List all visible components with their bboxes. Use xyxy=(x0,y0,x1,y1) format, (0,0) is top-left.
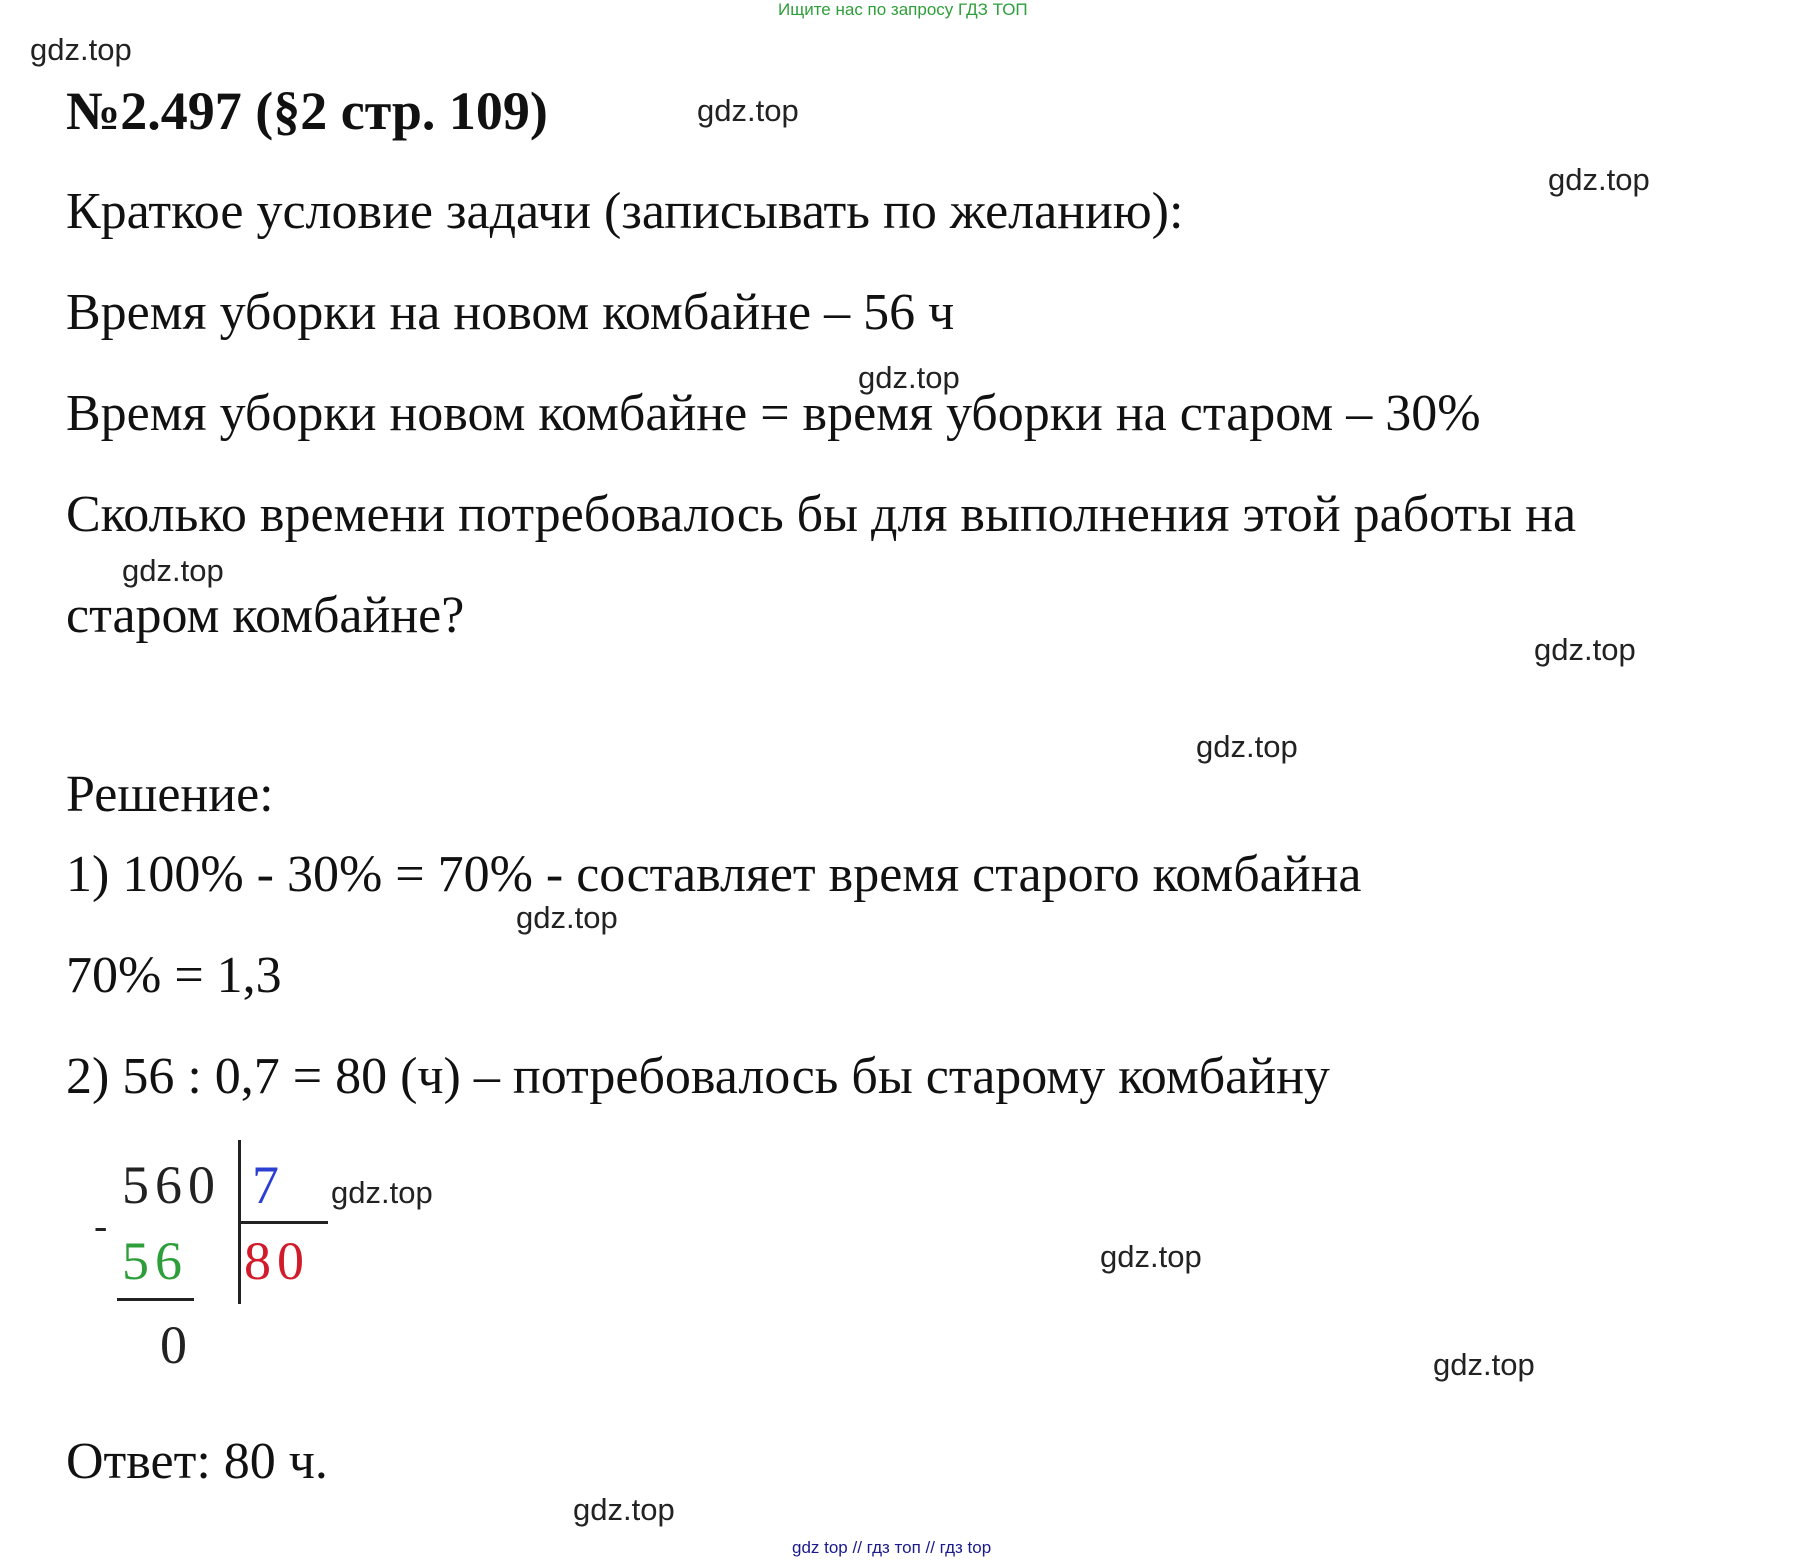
answer: Ответ: 80 ч. xyxy=(66,1433,328,1490)
solution-step-1: 1) 100% - 30% = 70% - составляет время старого комбайна xyxy=(66,846,1362,903)
watermark: gdz.top xyxy=(573,1492,675,1527)
solution-step-2: 2) 56 : 0,7 = 80 (ч) – потребовалось бы старому комбайну xyxy=(66,1048,1330,1105)
watermark: gdz.top xyxy=(516,900,618,935)
solution-header: Решение: xyxy=(66,766,274,823)
condition-question-line-1: Сколько времени потребовалось бы для выполнения этой работы на xyxy=(66,486,1577,543)
bottom-links[interactable]: gdz top // гдз топ // гдз top xyxy=(792,1538,992,1557)
watermark: gdz.top xyxy=(858,360,960,395)
remainder: 0 xyxy=(160,1315,193,1375)
solution-step-1b: 70% = 1,3 xyxy=(66,947,282,1004)
watermark: gdz.top xyxy=(122,553,224,588)
top-banner[interactable]: Ищите нас по запросу ГДЗ ТОП xyxy=(778,0,1028,19)
division-quotient-line xyxy=(238,1221,328,1224)
watermark: gdz.top xyxy=(331,1175,433,1210)
watermark: gdz.top xyxy=(697,93,799,128)
quotient: 80 xyxy=(244,1231,310,1291)
watermark: gdz.top xyxy=(1433,1347,1535,1382)
subtrahend: 56 xyxy=(122,1231,188,1291)
condition-line-1: Время уборки на новом комбайне – 56 ч xyxy=(66,284,955,341)
divisor: 7 xyxy=(252,1155,285,1215)
watermark: gdz.top xyxy=(30,32,132,67)
watermark: gdz.top xyxy=(1534,632,1636,667)
condition-header: Краткое условие задачи (записывать по желанию): xyxy=(66,183,1184,240)
condition-question-line-2: старом комбайне? xyxy=(66,587,465,644)
condition-line-2: Время уборки новом комбайне = время уборки на старом – 30% xyxy=(66,385,1481,442)
minus-sign: - xyxy=(94,1203,114,1248)
watermark: gdz.top xyxy=(1100,1239,1202,1274)
dividend: 560 xyxy=(122,1155,221,1215)
watermark: gdz.top xyxy=(1196,729,1298,764)
subtraction-line xyxy=(117,1298,194,1301)
watermark: gdz.top xyxy=(1548,162,1650,197)
problem-title: №2.497 (§2 стр. 109) xyxy=(66,81,548,141)
